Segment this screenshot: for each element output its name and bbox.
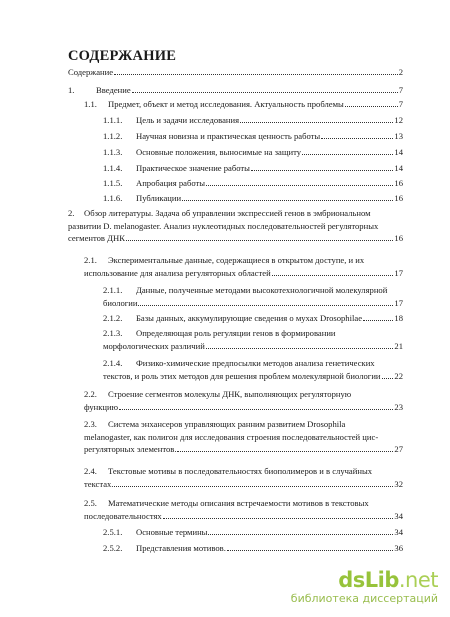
toc-entry-number: 2.3. — [84, 419, 97, 429]
toc-entry-line — [136, 114, 403, 127]
toc-entry-title: Апробация работы — [136, 178, 206, 188]
toc-entry-number: 1.1.6. — [103, 193, 123, 203]
toc-entry-title: Содержание — [68, 67, 114, 77]
toc-entry-title: Физико-химические предпосылки методов анализа генетических — [136, 358, 375, 368]
toc-entry-title: Введение — [96, 85, 131, 95]
toc-entry-title: регуляторных элементов. — [84, 444, 177, 455]
dot-leader — [177, 450, 393, 452]
dot-leader — [206, 184, 393, 186]
toc-entry-title: использование для анализа регуляторных областей — [84, 267, 271, 278]
toc-entry-number: 1. — [68, 85, 75, 95]
dot-leader — [182, 199, 393, 201]
toc-entry-title: Базы данных, аккумулирующие сведения о мухах Drosophilae — [136, 313, 363, 323]
toc-entry-title: melanogaster, как полигон для исследования строения последовательностей цис- — [84, 431, 379, 442]
toc-entry-title: морфологических различий — [103, 340, 205, 351]
toc-entry-number: 1.1.2. — [103, 131, 123, 141]
dot-leader — [240, 121, 393, 123]
toc-page-number: 16 — [394, 233, 403, 244]
toc-entry-line — [84, 267, 403, 280]
toc-entry-number: 1.1.1. — [103, 115, 123, 125]
toc-entry-number: 2.1.1. — [103, 285, 123, 295]
toc-entry-number: 2.1.3. — [103, 328, 123, 338]
toc-entry-title: Математические методы описания встречаемости мотивов в текстовых — [108, 498, 369, 508]
toc-page-number: 13 — [394, 131, 403, 141]
dot-leader — [163, 517, 394, 519]
toc-entry-line — [136, 542, 403, 555]
toc-entry-number: 1.1.3. — [103, 147, 123, 157]
toc-entry-title: сегментов ДНК — [68, 233, 125, 244]
dot-leader — [382, 377, 394, 379]
toc-entry-line — [84, 401, 403, 414]
toc-entry-line — [136, 177, 403, 190]
dot-leader — [114, 485, 393, 487]
toc-entry-title: Определяющая роль регуляции генов в формировании — [136, 328, 336, 338]
dot-leader — [132, 91, 398, 93]
dot-leader — [126, 239, 393, 241]
toc-entry-title: биологии — [103, 297, 138, 308]
toc-entry-title: Обзор литературы. Задача об управлении экспрессией генов в эмбриональном — [84, 208, 371, 218]
toc-entry-line — [84, 478, 403, 491]
toc-page-number: 14 — [394, 147, 403, 157]
toc-page-number: 16 — [394, 178, 403, 188]
dot-leader — [272, 274, 394, 276]
toc-entry-line — [136, 130, 403, 143]
toc-entry-line — [136, 327, 336, 340]
page-title: СОДЕРЖАНИЕ — [68, 48, 177, 64]
toc-entry-number: 1.1. — [84, 99, 97, 109]
toc-entry-line — [108, 254, 364, 267]
toc-entry-title: Строение сегментов молекулы ДНК, выполняющих регуляторную — [108, 389, 352, 399]
toc-entry-number: 2.1. — [84, 255, 97, 265]
toc-page-number: 12 — [394, 115, 403, 125]
toc-entry-line — [136, 192, 403, 205]
toc-page-number: 17 — [394, 297, 403, 308]
toc-entry-title: Представления мотивов. — [136, 543, 226, 553]
toc-page-number: 18 — [394, 313, 403, 323]
toc-entry-title: развитии D. melanogaster. Анализ нуклеотидных последовательностей регуляторных — [68, 220, 379, 231]
toc-entry-title: Научная новизна и практическая ценность работы — [136, 131, 321, 141]
toc-entry-number: 2.5.1. — [103, 527, 123, 537]
toc-page-number: 27 — [394, 444, 403, 455]
toc-entry-title: Публикации — [136, 193, 182, 203]
toc-entry-number: 2.5. — [84, 498, 97, 508]
toc-entry-title: текстах. — [84, 478, 114, 489]
toc-entry-title: Экспериментальные данные, содержащиеся в открытом доступе, и их — [108, 255, 365, 265]
toc-entry-title: Система энхансеров управляющих ранним развитием Drosophila — [108, 419, 346, 429]
toc-entry-number: 2.4. — [84, 466, 97, 476]
toc-page-number: 7 — [398, 99, 403, 109]
dot-leader — [227, 549, 394, 551]
toc-entry-line — [136, 284, 387, 297]
toc-entry-line — [108, 418, 345, 431]
toc-entry-line — [103, 370, 403, 383]
toc-entry-number: 2.1.4. — [103, 358, 123, 368]
toc-entry-title: Основные термины — [136, 527, 208, 537]
dot-leader — [302, 153, 393, 155]
dot-leader — [321, 137, 393, 139]
toc-entry-line — [96, 84, 403, 97]
toc-entry-title: текстов, и роль этих методов для решения проблем молекулярной биологии — [103, 370, 381, 381]
toc-entry-line — [136, 162, 403, 175]
toc-page-number: 7 — [398, 85, 403, 95]
toc-entry-line — [108, 465, 372, 478]
toc-entry-title: Основные положения, выносимые на защиту — [136, 147, 302, 157]
toc-entry-line — [103, 297, 403, 310]
dot-leader — [206, 347, 394, 349]
dot-leader — [119, 408, 393, 410]
toc-entry-line — [136, 312, 403, 325]
toc-entry-title: последовательностях — [84, 510, 162, 521]
toc-entry-line — [136, 526, 403, 539]
toc-entry-title: Данные, полученные методами высокотехнологичной молекулярной — [136, 285, 388, 295]
toc-entry-line — [84, 207, 371, 220]
toc-entry-title: Цель и задачи исследования — [136, 115, 240, 125]
toc-page-number: 32 — [394, 478, 403, 489]
toc-page-number: 22 — [394, 370, 403, 381]
toc-page-number: 21 — [394, 340, 403, 351]
dot-leader — [138, 304, 393, 306]
toc-entry-line — [68, 66, 403, 79]
toc-entry-line — [68, 220, 378, 233]
toc-page-number: 17 — [394, 267, 403, 278]
toc-entry-title: Текстовые мотивы в последовательностях биополимеров и в случайных — [108, 466, 373, 476]
toc-page-number: 16 — [394, 193, 403, 203]
toc-entry-line — [68, 232, 403, 245]
toc-entry-line — [136, 146, 403, 159]
toc-entry-number: 2.5.2. — [103, 543, 123, 553]
watermark — [291, 569, 438, 605]
toc-entry-number: 2.2. — [84, 389, 97, 399]
toc-entry-line — [108, 388, 351, 401]
dot-leader — [363, 319, 393, 321]
toc-entry-line — [136, 357, 375, 370]
toc-page-number: 34 — [394, 510, 403, 521]
toc-page-number: 36 — [394, 543, 403, 553]
toc-page-number: 23 — [394, 401, 403, 412]
toc-entry-number: 2. — [68, 208, 75, 218]
dot-leader — [208, 533, 393, 535]
dot-leader — [345, 105, 398, 107]
toc-page-number: 34 — [394, 527, 403, 537]
toc-entry-title: Предмет, объект и метод исследования. Актуальность проблемы — [108, 99, 344, 109]
toc-entry-line — [103, 340, 403, 353]
dot-leader — [114, 73, 398, 75]
toc-page-number: 14 — [394, 163, 403, 173]
toc-entry-line — [84, 510, 403, 523]
toc-page-number: 2 — [398, 67, 403, 77]
watermark-logo: dsLib.net — [338, 568, 438, 592]
toc-entry-number: 1.1.5. — [103, 178, 123, 188]
watermark-subtitle: библиотека диссертаций — [290, 592, 438, 605]
toc-entry-title: функцию — [84, 401, 119, 412]
toc-entry-line — [84, 443, 403, 456]
toc-entry-line — [108, 98, 403, 111]
toc-entry-line — [108, 497, 369, 510]
toc-entry-number: 2.1.2. — [103, 313, 123, 323]
toc-entry-number: 1.1.4. — [103, 163, 123, 173]
toc-entry-title: Практическое значение работы — [136, 163, 250, 173]
toc-entry-line — [84, 431, 378, 444]
dot-leader — [251, 169, 393, 171]
